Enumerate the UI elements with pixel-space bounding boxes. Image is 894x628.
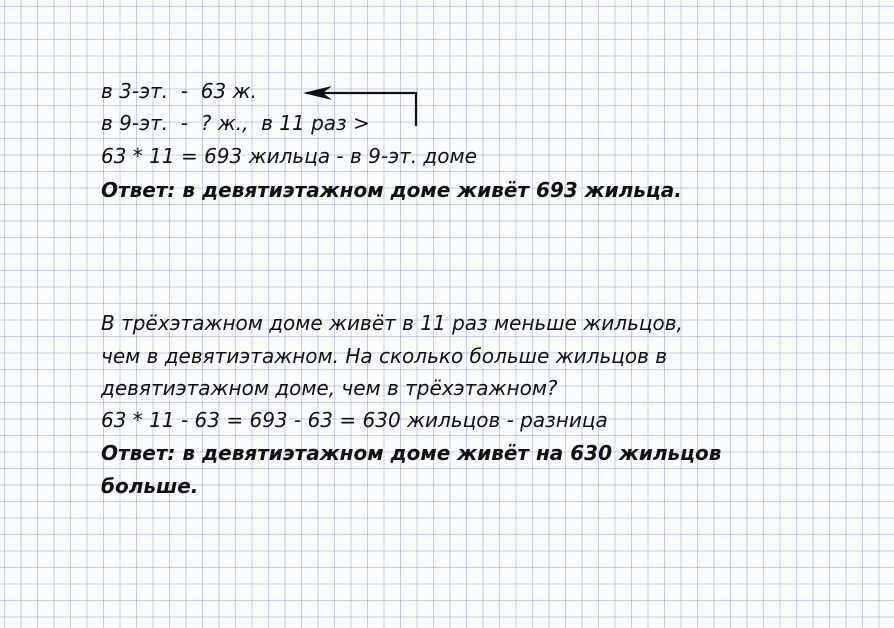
problem-text-line-3: девятиэтажном доме, чем в трёхэтажном?: [101, 376, 558, 400]
problem-text-line-1: В трёхэтажном доме живёт в 11 раз меньше жильцов,: [101, 311, 683, 335]
answer-line: Ответ: в девятиэтажном доме живёт на 630 жильцов: [101, 441, 722, 465]
condition-line-3-floor: в 3-эт. - 63 ж.: [101, 79, 257, 103]
answer-line-continued: больше.: [101, 474, 199, 498]
calculation-line: 63 * 11 = 693 жильца - в 9-эт. доме: [101, 144, 477, 168]
answer-line: Ответ: в девятиэтажном доме живёт 693 жильца.: [101, 178, 682, 202]
condition-line-9-floor: в 9-эт. - ? ж., в 11 раз >: [101, 111, 370, 135]
problem-text-line-2: чем в девятиэтажном. На сколько больше жильцов в: [101, 344, 668, 368]
calculation-line: 63 * 11 - 63 = 693 - 63 = 630 жильцов - разница: [101, 408, 608, 432]
